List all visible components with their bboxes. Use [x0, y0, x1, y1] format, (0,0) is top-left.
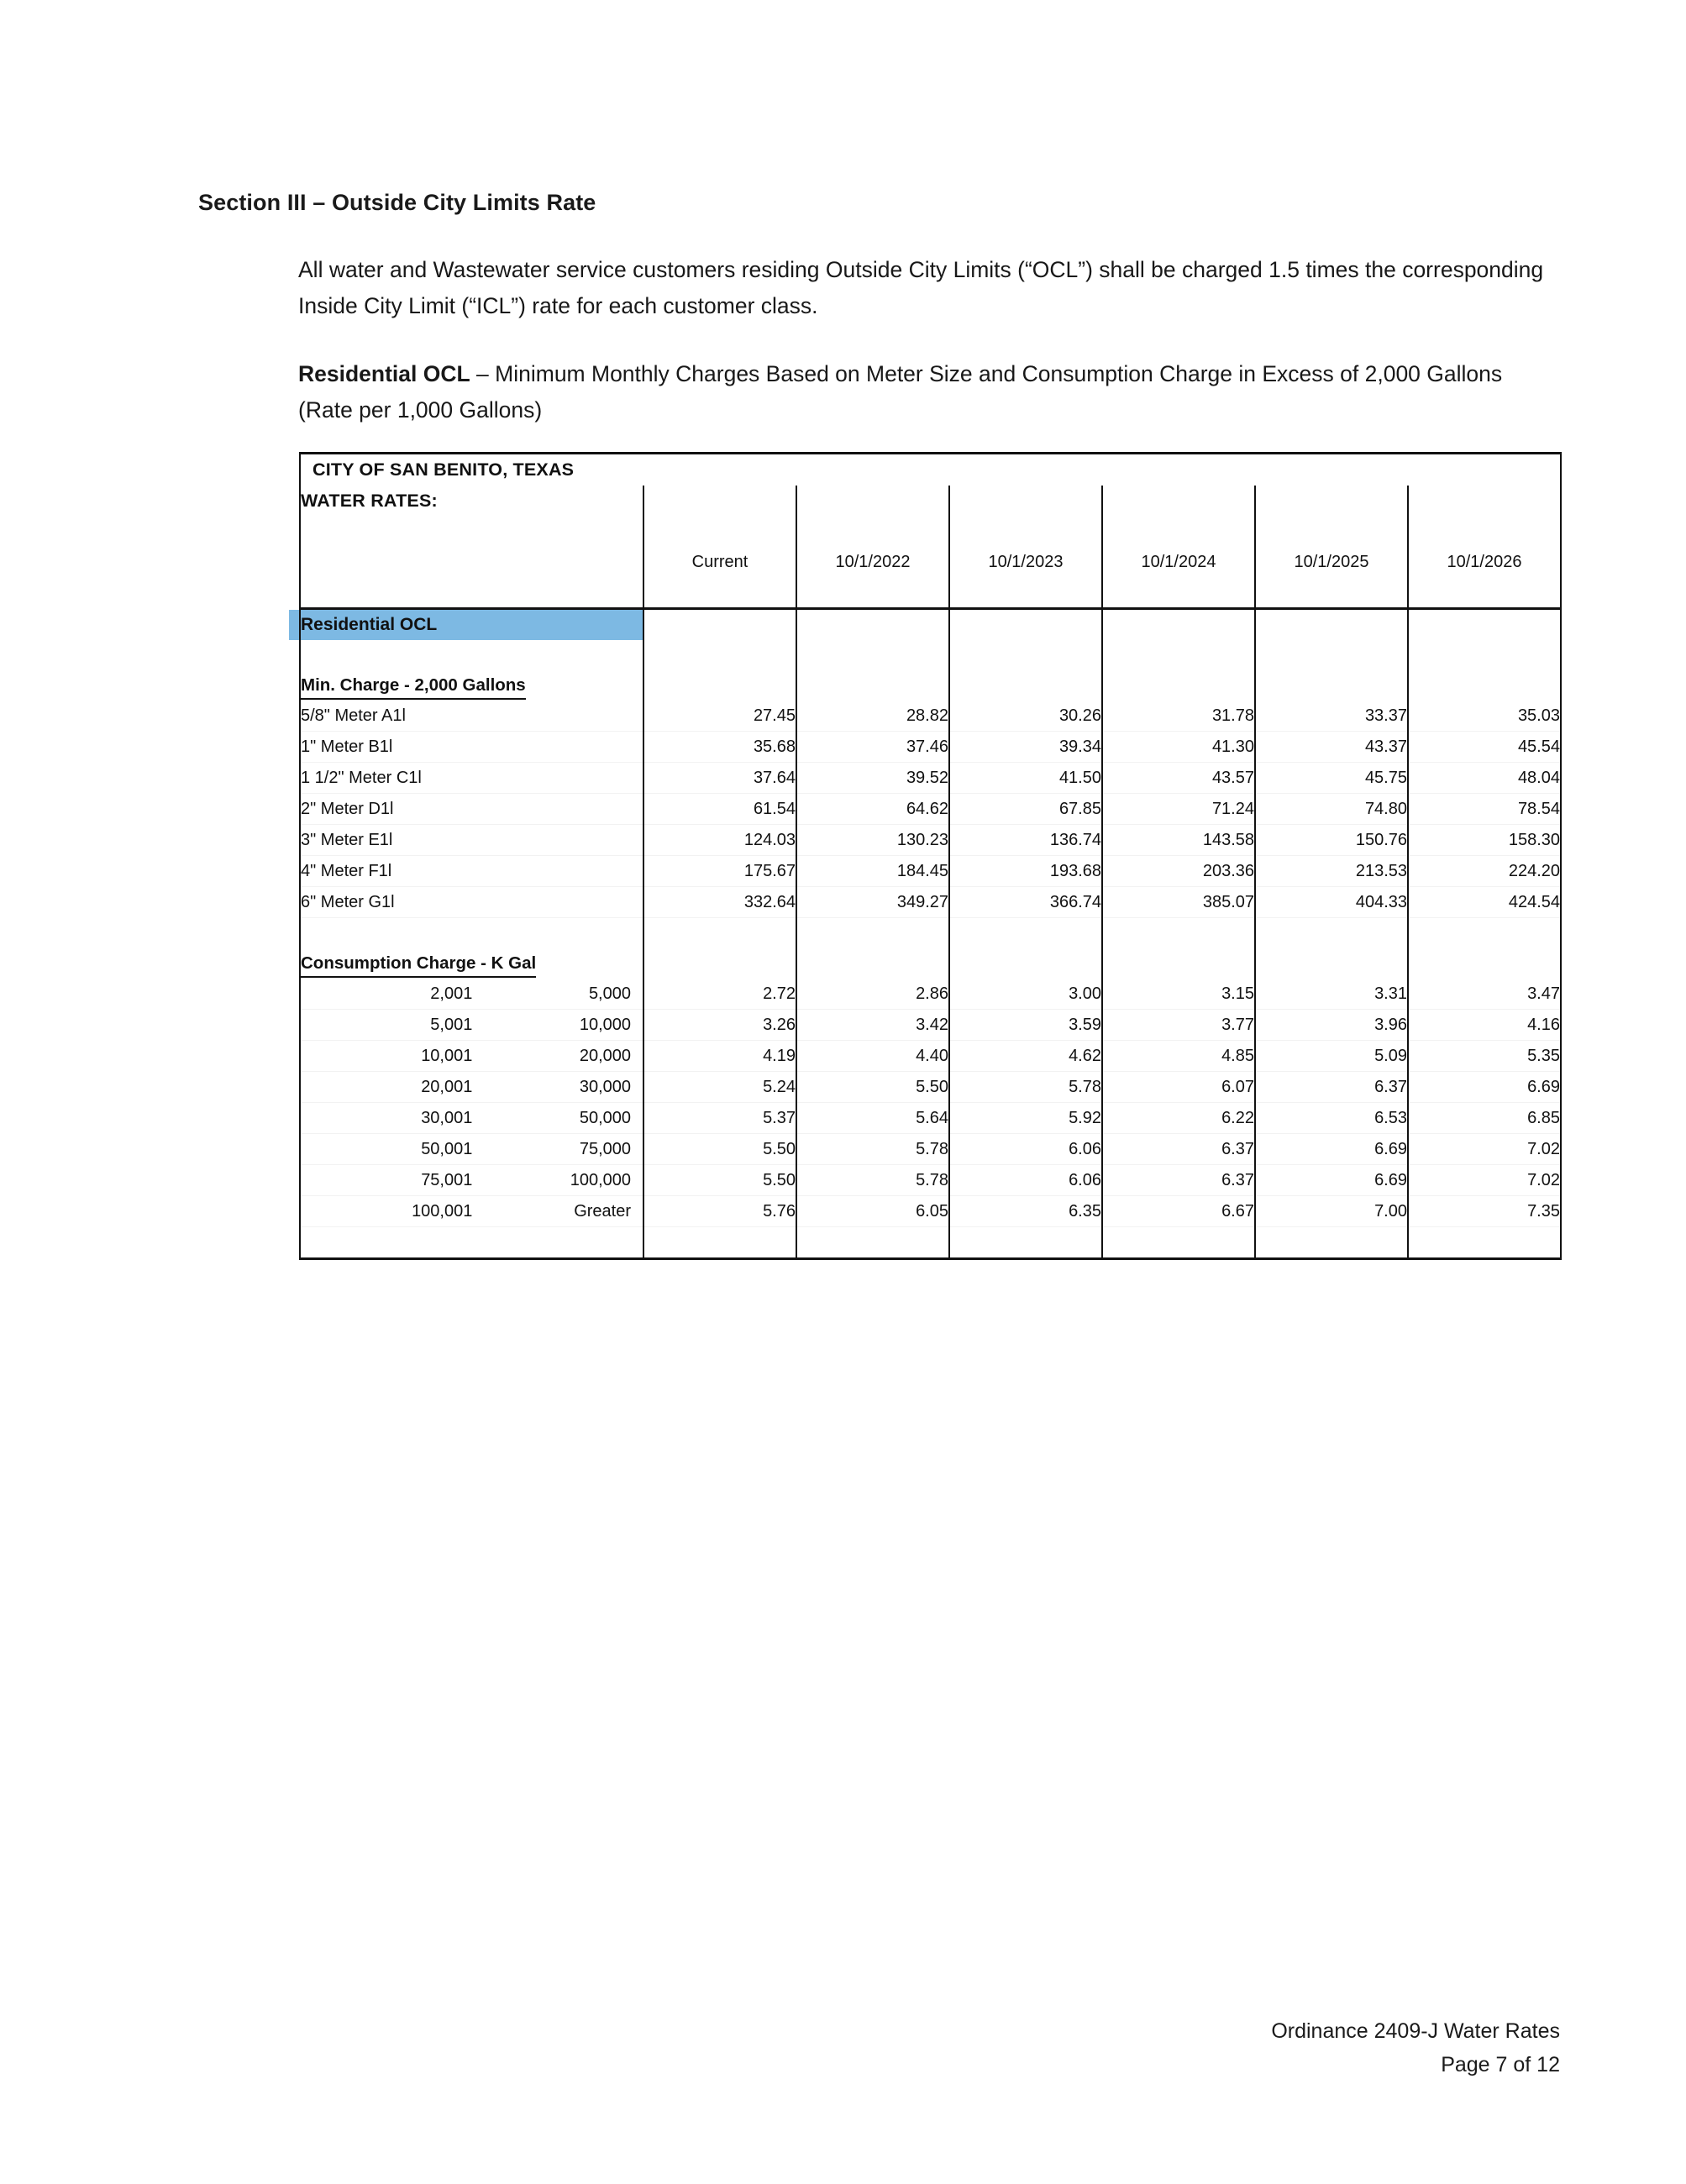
status-badge-residential-ocl: Residential OCL: [289, 610, 643, 640]
meter-label: 2" Meter D1l: [300, 794, 643, 825]
table-row: [300, 1165, 1561, 1196]
page-title: Section III – Outside City Limits Rate: [198, 190, 596, 215]
tier-to: 100,000: [570, 1171, 631, 1189]
tier-from: 5,001: [430, 1016, 473, 1034]
rate-cell: 213.53: [1255, 856, 1408, 887]
rate-cell: 5.09: [1255, 1041, 1408, 1072]
rate-cell: 6.69: [1408, 1072, 1561, 1103]
page-footer: [1271, 2014, 1560, 2082]
rate-cell: 3.26: [643, 1010, 796, 1041]
rate-cell: 2.86: [796, 979, 949, 1010]
rate-cell: 158.30: [1408, 825, 1561, 856]
tier-to: 5,000: [588, 984, 631, 1003]
meter-label: 1" Meter B1l: [300, 732, 643, 763]
rate-cell: 3.42: [796, 1010, 949, 1041]
rate-cell: 35.03: [1408, 701, 1561, 732]
rate-cell: 61.54: [643, 794, 796, 825]
rate-cell: 7.35: [1408, 1196, 1561, 1227]
rate-cell: 3.96: [1255, 1010, 1408, 1041]
rate-cell: 5.35: [1408, 1041, 1561, 1072]
rate-cell: 45.54: [1408, 732, 1561, 763]
residential-description: – Minimum Monthly Charges Based on Meter Size and Consumption Charge in Excess of 2,000 Gallons (Rate per 1,000 Gallons): [298, 361, 1503, 423]
intro-paragraph: All water and Wastewater service customers residing Outside City Limits (“OCL”) shall be charged 1.5 times the corresponding Inside City Limit (“ICL”) rate for each customer class.: [298, 257, 1544, 318]
rate-cell: 224.20: [1408, 856, 1561, 887]
column-header-2023: 10/1/2023: [949, 547, 1102, 577]
rate-cell: 6.67: [1102, 1196, 1255, 1227]
table-spacer-row: [300, 918, 1561, 949]
rate-cell: 64.62: [796, 794, 949, 825]
residential-paragraph: [298, 356, 1558, 428]
rate-cell: 7.00: [1255, 1196, 1408, 1227]
rate-cell: 332.64: [643, 887, 796, 918]
table-title-row-2: [300, 486, 1561, 517]
rate-cell: 5.50: [643, 1165, 796, 1196]
residential-lead-label: Residential OCL: [298, 361, 470, 386]
tier-to: 20,000: [579, 1047, 631, 1065]
rate-cell: 6.53: [1255, 1103, 1408, 1134]
rate-cell: 37.64: [643, 763, 796, 794]
rate-cell: 6.85: [1408, 1103, 1561, 1134]
rate-cell: 5.37: [643, 1103, 796, 1134]
rate-cell: 39.52: [796, 763, 949, 794]
rate-cell: 6.06: [949, 1134, 1102, 1165]
rate-cell: 404.33: [1255, 887, 1408, 918]
table-row: [300, 1010, 1561, 1041]
rate-cell: 4.40: [796, 1041, 949, 1072]
footer-document-title: Ordinance 2409-J Water Rates: [1271, 2019, 1560, 2043]
rate-cell: 37.46: [796, 732, 949, 763]
rate-cell: 5.76: [643, 1196, 796, 1227]
table-row: [300, 701, 1561, 732]
consumption-heading-row: [300, 948, 1561, 979]
rate-cell: 6.37: [1102, 1165, 1255, 1196]
table-spacer-row: [300, 1227, 1561, 1259]
rate-cell: 193.68: [949, 856, 1102, 887]
rate-cell: 6.37: [1102, 1134, 1255, 1165]
rate-cell: 3.15: [1102, 979, 1255, 1010]
table-row: [300, 763, 1561, 794]
meter-label: 4" Meter F1l: [300, 856, 643, 887]
rate-cell: 130.23: [796, 825, 949, 856]
rate-cell: 45.75: [1255, 763, 1408, 794]
rate-cell: 30.26: [949, 701, 1102, 732]
rate-cell: 424.54: [1408, 887, 1561, 918]
rate-cell: 6.22: [1102, 1103, 1255, 1134]
rate-cell: 4.19: [643, 1041, 796, 1072]
rate-cell: 78.54: [1408, 794, 1561, 825]
rate-cell: 3.00: [949, 979, 1102, 1010]
table-title-subject: WATER RATES:: [301, 491, 438, 511]
tier-from: 75,001: [421, 1171, 473, 1189]
table-row: [300, 794, 1561, 825]
tier-to: 30,000: [579, 1078, 631, 1096]
table-row: [300, 1196, 1561, 1227]
rate-cell: 6.69: [1255, 1134, 1408, 1165]
rate-cell: 5.24: [643, 1072, 796, 1103]
rate-cell: 41.50: [949, 763, 1102, 794]
column-header-current: Current: [643, 547, 796, 577]
meter-label: 1 1/2" Meter C1l: [300, 763, 643, 794]
rate-cell: 5.50: [796, 1072, 949, 1103]
tier-from: 100,001: [412, 1202, 473, 1221]
tier-to: 50,000: [579, 1109, 631, 1127]
table-row: [300, 732, 1561, 763]
min-charge-heading: Min. Charge - 2,000 Gallons: [301, 674, 526, 700]
table-row: [300, 856, 1561, 887]
meter-label: 6" Meter G1l: [300, 887, 643, 918]
table-row: [300, 825, 1561, 856]
rate-cell: 7.02: [1408, 1165, 1561, 1196]
rate-cell: 5.64: [796, 1103, 949, 1134]
rate-cell: 4.85: [1102, 1041, 1255, 1072]
table-row: [300, 979, 1561, 1010]
rate-cell: 3.59: [949, 1010, 1102, 1041]
rate-cell: 6.05: [796, 1196, 949, 1227]
rate-cell: 366.74: [949, 887, 1102, 918]
table-spacer-row: [300, 517, 1561, 547]
rate-cell: 175.67: [643, 856, 796, 887]
column-header-2024: 10/1/2024: [1102, 547, 1255, 577]
rate-cell: 3.47: [1408, 979, 1561, 1010]
tier-from: 30,001: [421, 1109, 473, 1127]
rate-cell: 124.03: [643, 825, 796, 856]
table-row: [300, 1072, 1561, 1103]
rate-cell: 5.50: [643, 1134, 796, 1165]
min-charge-heading-row: [300, 670, 1561, 701]
rate-cell: 7.02: [1408, 1134, 1561, 1165]
tier-to: 10,000: [579, 1016, 631, 1034]
table-spacer-row: [300, 640, 1561, 670]
rate-cell: 71.24: [1102, 794, 1255, 825]
rate-cell: 3.31: [1255, 979, 1408, 1010]
rate-cell: 28.82: [796, 701, 949, 732]
rate-cell: 5.78: [796, 1134, 949, 1165]
rate-cell: 31.78: [1102, 701, 1255, 732]
tier-from: 50,001: [421, 1140, 473, 1158]
rate-cell: 4.62: [949, 1041, 1102, 1072]
consumption-charge-heading: Consumption Charge - K Gal: [301, 952, 536, 978]
rate-cell: 349.27: [796, 887, 949, 918]
tier-to: 75,000: [579, 1140, 631, 1158]
table-row: [300, 887, 1561, 918]
table-row: [300, 1103, 1561, 1134]
water-rates-table: [299, 452, 1562, 1260]
rate-cell: 39.34: [949, 732, 1102, 763]
rate-cell: 3.77: [1102, 1010, 1255, 1041]
rate-cell: 6.07: [1102, 1072, 1255, 1103]
meter-label: 5/8" Meter A1l: [300, 701, 643, 732]
column-header-2025: 10/1/2025: [1255, 547, 1408, 577]
table-title-city: CITY OF SAN BENITO, TEXAS: [313, 459, 575, 480]
tier-to: Greater: [574, 1202, 631, 1221]
rate-cell: 48.04: [1408, 763, 1561, 794]
rate-cell: 5.78: [949, 1072, 1102, 1103]
tier-from: 10,001: [421, 1047, 473, 1065]
rate-cell: 67.85: [949, 794, 1102, 825]
table-row: [300, 1041, 1561, 1072]
rate-cell: 6.37: [1255, 1072, 1408, 1103]
rate-cell: 5.78: [796, 1165, 949, 1196]
rate-cell: 43.57: [1102, 763, 1255, 794]
tier-from: 20,001: [421, 1078, 473, 1096]
rate-cell: 6.35: [949, 1196, 1102, 1227]
table-title-row-1: [300, 454, 1561, 486]
water-rates-table-container: [299, 452, 1560, 1260]
residential-ocl-band-row: [300, 609, 1561, 641]
rate-cell: 74.80: [1255, 794, 1408, 825]
table-row: [300, 1134, 1561, 1165]
column-header-2026: 10/1/2026: [1408, 547, 1561, 577]
rate-cell: 41.30: [1102, 732, 1255, 763]
meter-label: 3" Meter E1l: [300, 825, 643, 856]
rate-cell: 33.37: [1255, 701, 1408, 732]
rate-cell: 6.69: [1255, 1165, 1408, 1196]
rate-cell: 35.68: [643, 732, 796, 763]
table-column-header-row: [300, 547, 1561, 577]
rate-cell: 184.45: [796, 856, 949, 887]
footer-page-number: Page 7 of 12: [1441, 2053, 1560, 2076]
table-spacer-row: [300, 577, 1561, 609]
rate-cell: 203.36: [1102, 856, 1255, 887]
rate-cell: 150.76: [1255, 825, 1408, 856]
rate-cell: 385.07: [1102, 887, 1255, 918]
rate-cell: 5.92: [949, 1103, 1102, 1134]
rate-cell: 4.16: [1408, 1010, 1561, 1041]
rate-cell: 6.06: [949, 1165, 1102, 1196]
rate-cell: 43.37: [1255, 732, 1408, 763]
tier-from: 2,001: [430, 984, 473, 1003]
rate-cell: 27.45: [643, 701, 796, 732]
rate-cell: 136.74: [949, 825, 1102, 856]
column-header-2022: 10/1/2022: [796, 547, 949, 577]
rate-cell: 2.72: [643, 979, 796, 1010]
rate-cell: 143.58: [1102, 825, 1255, 856]
